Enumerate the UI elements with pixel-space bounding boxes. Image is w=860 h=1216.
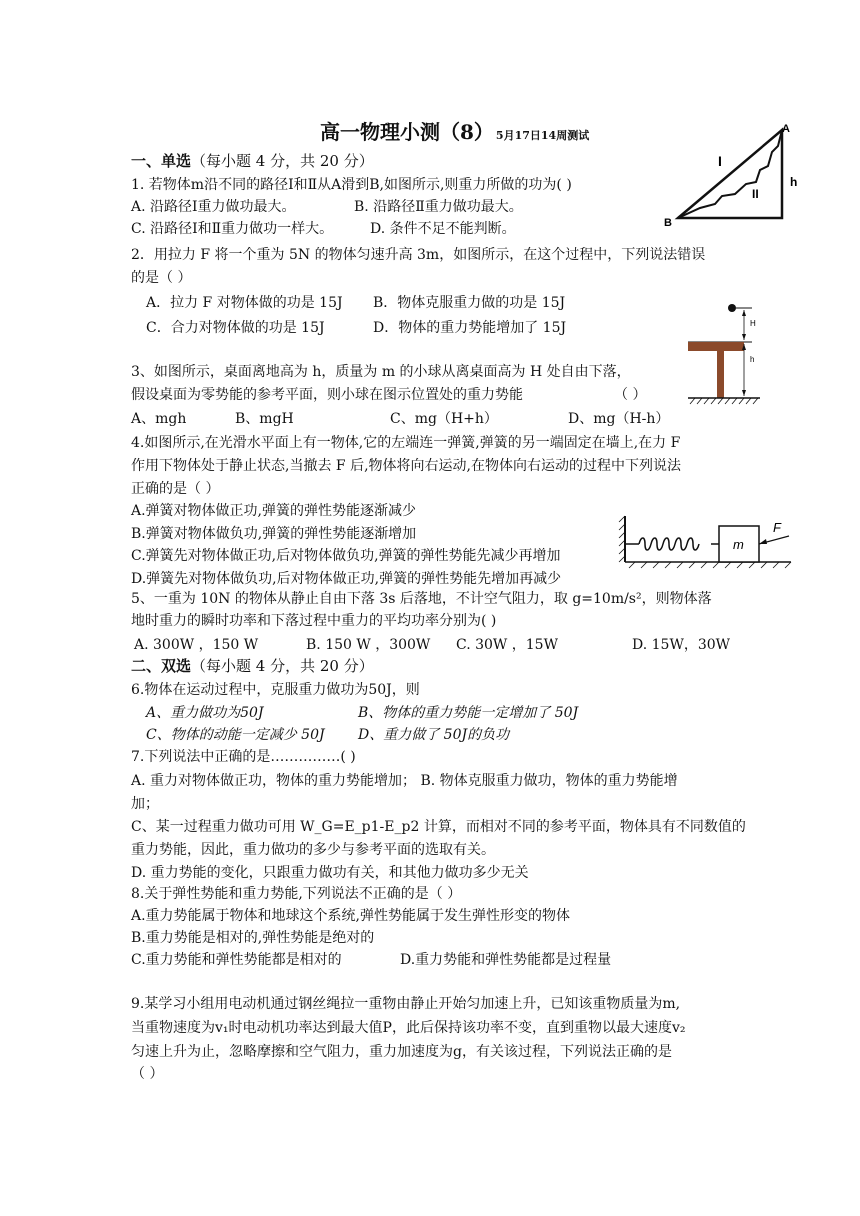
q6-option-d: D、重力做了 50J的负功 xyxy=(358,727,510,743)
q4-option-b: B.弹簧对物体做负功,弹簧的弹性势能逐渐增加 xyxy=(131,526,417,542)
q1-option-b: B. 沿路径Ⅱ重力做功最大。 xyxy=(354,199,523,215)
section-single-choice xyxy=(131,151,374,171)
section-double-note: （每小题 4 分，共 20 分） xyxy=(191,657,374,675)
fig1-label-a: A xyxy=(782,123,790,135)
section-single-note: （每小题 4 分，共 20 分） xyxy=(191,152,374,170)
q5-option-a: A. 300W ，150 W xyxy=(134,637,259,653)
q4-stem-line2: 作用下物体处于静止状态,当撤去 F 后,物体将向右运动,在物体向右运动的过程中下列说法 xyxy=(131,458,681,474)
q7-option-d: D. 重力势能的变化，只跟重力做功有关，和其他力做功多少无关 xyxy=(131,865,529,881)
q3-option-c: C、mg（H+h） xyxy=(390,411,498,427)
q2-stem-line2: 的是（ ） xyxy=(131,270,192,286)
q3-stem-line2: 假设桌面为零势能的参考平面，则小球在图示位置处的重力势能 xyxy=(131,387,523,403)
q2-stem-line1: 2．用拉力 F 将一个重为 5N 的物体匀速升高 3m，如图所示，在这个过程中，下列说法错误 xyxy=(131,247,706,263)
q5-stem-line2: 地时重力的瞬时功率和下落过程中重力的平均功率分别为( ) xyxy=(131,613,497,629)
q3-answer-paren: （ ） xyxy=(614,387,647,403)
q1-option-a: A. 沿路径Ⅰ重力做功最大。 xyxy=(131,199,296,215)
fig1-label-h: h xyxy=(790,175,798,189)
q1-option-c: C. 沿路径Ⅰ和Ⅱ重力做功一样大。 xyxy=(131,221,334,237)
q3-option-b: B、mgH xyxy=(235,411,294,427)
q8-stem: 8.关于弹性势能和重力势能,下列说法不正确的是（ ） xyxy=(131,886,462,902)
q1-stem: 1. 若物体m沿不同的路径Ⅰ和Ⅱ从A滑到B,如图所示,则重力所做的功为( ) xyxy=(131,177,572,193)
q2-option-c: C．合力对物体做的功是 15J xyxy=(146,320,325,336)
fig1-label-b: B xyxy=(664,217,672,229)
section-double-label: 二、双选 xyxy=(131,657,192,675)
q9-stem-line3: 匀速上升为止，忽略摩擦和空气阻力，重力加速度为g，有关该过程，下列说法正确的是 xyxy=(131,1044,672,1060)
q2-option-d: D．物体的重力势能增加了 15J xyxy=(373,320,567,336)
q2-option-b: B．物体克服重力做的功是 15J xyxy=(373,295,566,311)
q5-option-c: C. 30W ，15W xyxy=(456,637,558,653)
q7-option-c-cont: 重力势能，因此，重力做功的多少与参考平面的选取有关。 xyxy=(131,842,495,858)
q6-option-b: B、物体的重力势能一定增加了 50J xyxy=(358,705,579,721)
title-text: 高一物理小测（8） xyxy=(320,120,494,144)
section-single-label: 一、单选 xyxy=(131,152,192,170)
q7-option-a-b: A. 重力对物体做正功，物体的重力势能增加； B. 物体克服重力做功，物体的重力势能增 xyxy=(131,773,678,789)
q9-answer-paren: （ ） xyxy=(131,1066,164,1082)
q4-stem-line1: 4.如图所示,在光滑水平面上有一物体,它的左端连一弹簧,弹簧的另一端固定在墙上,在力 F xyxy=(131,435,681,451)
q3-stem-line1: 3、如图所示，桌面离地高为 h，质量为 m 的小球从离桌面高为 H 处自由下落， xyxy=(131,364,631,380)
q6-option-c: C、物体的动能一定减少 50J xyxy=(146,727,325,743)
q5-option-b: B. 150 W ，300W xyxy=(306,637,431,653)
q6-option-a: A、重力做功为50J xyxy=(146,705,264,721)
figure-incline-paths xyxy=(660,122,800,230)
q6-stem: 6.物体在运动过程中，克服重力做功为50J，则 xyxy=(131,682,420,698)
q4-option-c: C.弹簧先对物体做正功,后对物体做负功,弹簧的弹性势能先减少再增加 xyxy=(131,548,561,564)
q4-stem-line3: 正确的是（ ） xyxy=(131,481,220,497)
q5-option-d: D. 15W，30W xyxy=(632,637,731,653)
q3-option-a: A、mgh xyxy=(131,411,187,427)
q9-stem-line1: 9.某学习小组用电动机通过钢丝绳拉一重物由静止开始匀加速上升，已知该重物质量为m, xyxy=(131,996,681,1012)
fig3-label-F: F xyxy=(773,520,781,535)
title-subtitle: 5月17日14周测试 xyxy=(495,129,590,142)
figure-spring-block xyxy=(617,512,793,572)
q2-option-a: A．拉力 F 对物体做的功是 15J xyxy=(146,295,343,311)
q5-stem-line1: 5、一重为 10N 的物体从静止自由下落 3s 后落地，不计空气阻力，取 g=10m/s²，则物体落 xyxy=(131,591,712,607)
page-title xyxy=(320,116,589,145)
q1-option-d: D. 条件不足不能判断。 xyxy=(370,221,516,237)
q4-option-d: D.弹簧先对物体做负功,后对物体做正功,弹簧的弹性势能先增加再减少 xyxy=(131,571,562,587)
figure-table-ball xyxy=(688,302,768,408)
q7-stem: 7.下列说法中正确的是……………( ) xyxy=(131,749,356,765)
q7-option-b-cont: 加； xyxy=(131,796,159,812)
fig1-label-path-2: II xyxy=(752,187,759,201)
section-double-choice xyxy=(131,656,374,676)
q9-stem-line2: 当重物速度为v₁时电动机功率达到最大值P，此后保持该功率不变，直到重物以最大速度v₂ xyxy=(131,1020,686,1036)
q7-option-c: C、某一过程重力做功可用 W_G=E_p1-E_p2 计算，而相对不同的参考平面，物体具有不同数值的 xyxy=(131,819,746,835)
fig2-label-H: H xyxy=(750,319,756,328)
q4-option-a: A.弹簧对物体做正功,弹簧的弹性势能逐渐减少 xyxy=(131,503,417,519)
fig2-label-h: h xyxy=(750,355,755,364)
q8-option-c: C.重力势能和弹性势能都是相对的 xyxy=(131,952,342,968)
fig1-label-path-1: I xyxy=(718,153,722,169)
q8-option-a: A.重力势能属于物体和地球这个系统,弹性势能属于发生弹性形变的物体 xyxy=(131,908,571,924)
q8-option-d: D.重力势能和弹性势能都是过程量 xyxy=(400,952,612,968)
q3-option-d: D、mg（H-h） xyxy=(568,411,670,427)
fig3-label-m: m xyxy=(733,537,744,552)
q8-option-b: B.重力势能是相对的,弹性势能是绝对的 xyxy=(131,930,375,946)
